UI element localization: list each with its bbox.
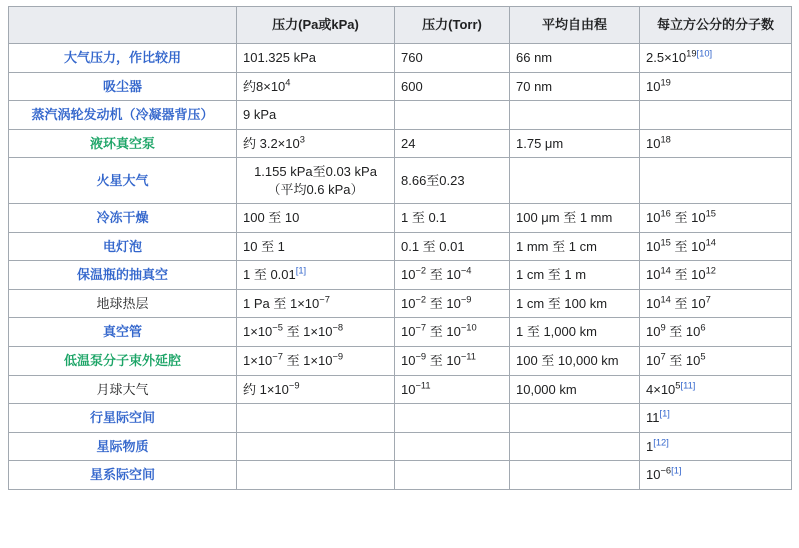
cell-pressure-pa: 100 至 10 [237,204,395,233]
vacuum-ranges-table [8,6,792,490]
cell-molecules-per-cm3: 2.5×10$^{19[10]}$ [640,44,792,73]
cell-pressure-pa: 9 kPa [237,101,395,130]
row-label[interactable] [9,432,237,461]
row-label[interactable] [9,347,237,376]
table-row [9,101,792,130]
table-row [9,204,792,233]
cell-mean-free-path [510,101,640,130]
cell-pressure-pa: 101.325 kPa [237,44,395,73]
cell-mean-free-path: 100 至 10,000 km [510,347,640,376]
table-row [9,404,792,433]
cell-molecules-per-cm3: $10^{14}$ 至 $10^7$ [640,289,792,318]
cell-pressure-torr: 600 [395,72,510,101]
cell-pressure-torr [395,404,510,433]
column-header-molecules: 每立方公分的分子数 [640,7,792,44]
cell-molecules-per-cm3: 4×10$^{5[11]}$ [640,375,792,404]
cell-molecules-per-cm3: $10^{14}$ 至 $10^{12}$ [640,261,792,290]
cell-pressure-torr: 24 [395,129,510,158]
cell-mean-free-path: 10,000 km [510,375,640,404]
row-label[interactable] [9,72,237,101]
cell-pressure-torr [395,101,510,130]
cell-pressure-torr: 0.1 至 0.01 [395,232,510,261]
cell-molecules-per-cm3 [640,158,792,204]
column-header-pressure-torr: 压力(Torr) [395,7,510,44]
cell-molecules-per-cm3: $10^9$ 至 $10^6$ [640,318,792,347]
cell-pressure-torr: $10^{-7}$ 至 $10^{-10}$ [395,318,510,347]
row-label-text: 低温泵分子束外延腔 [63,353,181,369]
column-header-pressure-pa: 压力(Pa或kPa) [237,7,395,44]
cell-molecules-per-cm3: $10^7$ 至 $10^5$ [640,347,792,376]
table-body [9,44,792,490]
cell-pressure-pa: 10 至 1 [237,232,395,261]
cell-pressure-torr: $10^{-2}$ 至 $10^{-9}$ [395,289,510,318]
table-row [9,461,792,490]
cell-mean-free-path: 70 nm [510,72,640,101]
column-header-blank [9,7,237,44]
row-label[interactable] [9,158,237,204]
cell-pressure-torr: $10^{-9}$ 至 $10^{-11}$ [395,347,510,376]
table-row [9,72,792,101]
column-header-mean-free-path: 平均自由程 [510,7,640,44]
cell-molecules-per-cm3 [640,101,792,130]
row-label-text: 大气压力，作比较用 [63,50,181,65]
cell-pressure-pa: 约 $1\times 10^{-9}$ [237,375,395,404]
row-label[interactable] [9,232,237,261]
cell-pressure-pa [237,461,395,490]
cell-pressure-pa: 1.155 kPa至0.03 kPa （平均0.6 kPa） [237,158,395,204]
row-label-text: 真空管 [102,324,142,340]
cell-mean-free-path: 1 cm 至 100 km [510,289,640,318]
row-label[interactable] [9,261,237,290]
cell-pressure-torr: 8.66至0.23 [395,158,510,204]
cell-pressure-pa [237,432,395,461]
cell-mean-free-path: 100 μm 至 1 mm [510,204,640,233]
row-label-text: 蒸汽涡轮发动机（冷凝器背压） [31,107,214,123]
row-label[interactable] [9,461,237,490]
cell-mean-free-path [510,404,640,433]
table-row [9,318,792,347]
row-label-text: 星际物质 [96,438,149,454]
cell-pressure-pa: 1 至 0.01[1] [237,261,395,290]
row-label-text: 保温瓶的抽真空 [76,267,168,283]
row-label[interactable] [9,129,237,158]
row-label-text: 火星大气 [96,172,149,188]
row-label-text: 电灯泡 [102,238,142,254]
cell-mean-free-path: 1 cm 至 1 m [510,261,640,290]
cell-molecules-per-cm3: $10^{18}$ [640,129,792,158]
table-header [9,7,792,44]
cell-pressure-torr: $10^{-11}$ [395,375,510,404]
row-label-text: 月球大气 [96,381,149,397]
cell-pressure-pa: 约$8\times 10^4$ [237,72,395,101]
cell-mean-free-path: 66 nm [510,44,640,73]
cell-mean-free-path: 1 mm 至 1 cm [510,232,640,261]
table-row [9,347,792,376]
cell-pressure-pa [237,404,395,433]
table-row [9,158,792,204]
cell-molecules-per-cm3: $10^{19}$ [640,72,792,101]
row-label[interactable] [9,404,237,433]
cell-pressure-torr: $10^{-2}$ 至 $10^{-4}$ [395,261,510,290]
table-header-row [9,7,792,44]
row-label[interactable] [9,289,237,318]
row-label-text: 吸尘器 [102,78,142,94]
row-label-text: 星系际空间 [89,467,155,483]
cell-mean-free-path [510,432,640,461]
table-row [9,232,792,261]
row-label-text: 冷冻干燥 [96,210,149,226]
cell-molecules-per-cm3: $10^{16}$ 至 $10^{15}$ [640,204,792,233]
cell-pressure-torr [395,461,510,490]
table-row [9,289,792,318]
cell-molecules-per-cm3: $10^{15}$ 至 $10^{14}$ [640,232,792,261]
row-label-text: 液环真空泵 [89,135,155,151]
table-row [9,432,792,461]
cell-pressure-pa: $1\times 10^{-5}$ 至 $1\times 10^{-8}$ [237,318,395,347]
cell-pressure-torr: 760 [395,44,510,73]
row-label[interactable] [9,101,237,130]
table-row [9,44,792,73]
cell-mean-free-path: 1 至 1,000 km [510,318,640,347]
cell-molecules-per-cm3: 11[1] [640,404,792,433]
row-label[interactable] [9,204,237,233]
cell-mean-free-path: 1.75 μm [510,129,640,158]
table-row [9,129,792,158]
cell-pressure-pa: 约 $3.2\times 10^3$ [237,129,395,158]
cell-molecules-per-cm3: 10$^{-6[1]}$ [640,461,792,490]
cell-pressure-torr: 1 至 0.1 [395,204,510,233]
row-label[interactable] [9,44,237,73]
cell-molecules-per-cm3: 1[12] [640,432,792,461]
row-label[interactable] [9,318,237,347]
cell-mean-free-path [510,158,640,204]
row-label[interactable] [9,375,237,404]
cell-mean-free-path [510,461,640,490]
cell-pressure-pa: 1 Pa 至 $1\times 10^{-7}$ [237,289,395,318]
cell-pressure-pa: $1\times 10^{-7}$ 至 $1\times 10^{-9}$ [237,347,395,376]
table-row [9,375,792,404]
table-row [9,261,792,290]
row-label-text: 行星际空间 [89,410,155,426]
cell-pressure-torr [395,432,510,461]
row-label-text: 地球热层 [96,295,149,311]
